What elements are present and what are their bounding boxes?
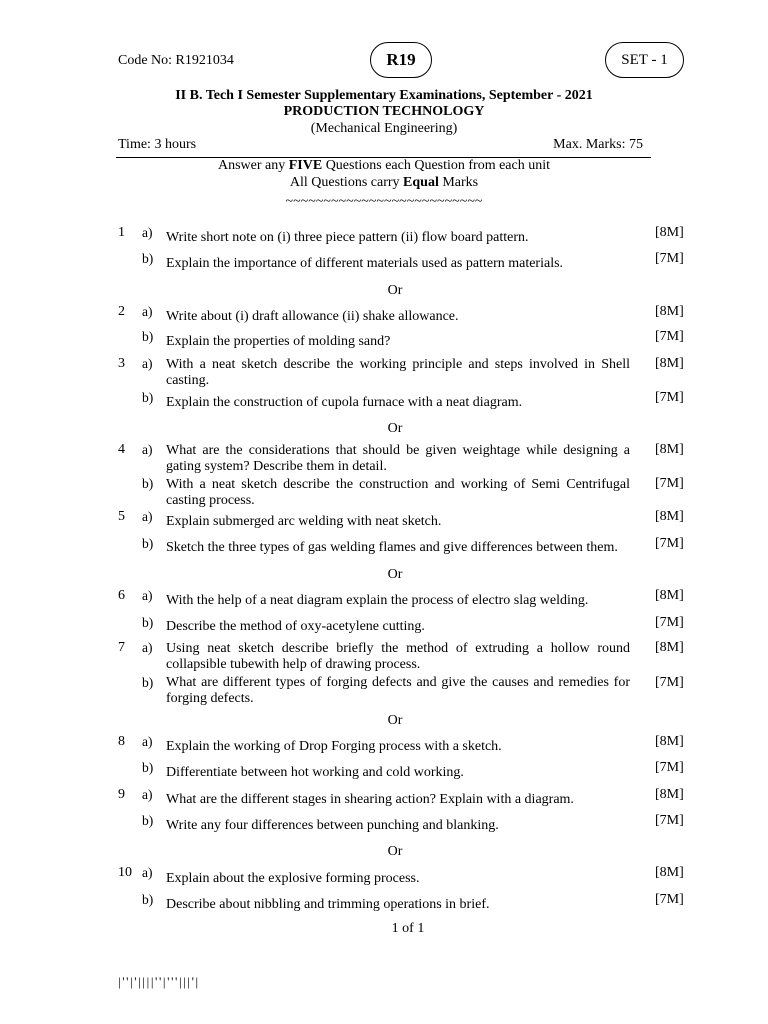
question-text: Describe about nibbling and trimming operations in brief. (166, 897, 490, 912)
or-separator: Or (387, 713, 403, 728)
marks: [8M] (655, 304, 684, 319)
question-number: 9 (118, 787, 125, 802)
barcode-text: |''|'||||''|'''|||'| (118, 974, 200, 989)
question-text: Explain the importance of different materials used as pattern materials. (166, 256, 564, 271)
instruction-1-post: Questions each Question from each unit (322, 158, 551, 173)
question-text: With a neat sketch describe the construction and working of Semi Centrifugal casting process. (166, 477, 630, 508)
part-label: a) (142, 640, 153, 655)
question-text: Explain about the explosive forming process. (166, 871, 420, 886)
question-number: 3 (118, 356, 125, 371)
part-label: a) (142, 509, 153, 524)
question-text: What are different types of forging defects and give the causes and remedies for forging defects. (166, 675, 630, 706)
set-badge (605, 42, 684, 78)
instruction-1-bold: FIVE (288, 158, 323, 173)
part-label: a) (142, 356, 153, 371)
instruction-1-pre: Answer any (217, 158, 289, 173)
question-7b (0, 675, 768, 709)
part-label: b) (142, 251, 154, 266)
part-label: a) (142, 304, 153, 319)
marks: [7M] (655, 476, 684, 491)
marks: [8M] (655, 787, 684, 802)
marks: [7M] (655, 329, 684, 344)
question-text: Using neat sketch describe briefly the method of extruding a hollow round collapsible tubewith help of drawing process. (166, 641, 630, 672)
question-9b (0, 813, 768, 847)
code-number: Code No: R1921034 (118, 53, 234, 68)
set-text: SET - 1 (621, 52, 668, 68)
tilde-separator: ~~~~~~~~~~~~~~~~~~~~~~~~~~ (285, 194, 483, 209)
question-3a (0, 356, 768, 390)
part-label: b) (142, 329, 154, 344)
part-label: b) (142, 476, 154, 491)
part-label: b) (142, 615, 154, 630)
or-separator: Or (387, 844, 403, 859)
part-label: a) (142, 734, 153, 749)
marks: [8M] (655, 442, 684, 457)
instruction-2-bold: Equal (403, 175, 439, 190)
question-text: What are the different stages in shearing action? Explain with a diagram. (166, 792, 574, 807)
question-number: 8 (118, 734, 125, 749)
question-text: Differentiate between hot working and cold working. (166, 765, 464, 780)
part-label: b) (142, 813, 154, 828)
question-number: 5 (118, 509, 125, 524)
marks: [8M] (655, 588, 684, 603)
marks: [7M] (655, 390, 684, 405)
part-label: a) (142, 865, 153, 880)
or-separator: Or (387, 421, 403, 436)
question-text: With the help of a neat diagram explain the process of electro slag welding. (166, 593, 589, 608)
question-text: Write any four differences between punching and blanking. (166, 818, 499, 833)
marks: [7M] (655, 536, 684, 551)
part-label: b) (142, 892, 154, 907)
question-3b (0, 390, 768, 424)
question-text: What are the considerations that should be given weightage while designing a gating system? Describe them in detail. (166, 443, 630, 474)
question-text: Explain the properties of molding sand? (166, 334, 391, 349)
regulation-badge (370, 42, 432, 78)
instruction-line-1 (0, 158, 768, 174)
marks: [7M] (655, 675, 684, 690)
question-4b (0, 476, 768, 510)
marks: [8M] (655, 734, 684, 749)
instruction-2-post: Marks (438, 175, 479, 190)
part-label: b) (142, 675, 154, 690)
instruction-2-pre: All Questions carry (289, 175, 404, 190)
marks: [7M] (655, 760, 684, 775)
question-text: Explain the construction of cupola furnace with a neat diagram. (166, 395, 523, 410)
question-text: Describe the method of oxy-acetylene cutting. (166, 619, 425, 634)
part-label: b) (142, 390, 154, 405)
marks: [7M] (655, 251, 684, 266)
or-separator: Or (387, 567, 403, 582)
subject-title: PRODUCTION TECHNOLOGY (283, 104, 485, 119)
question-number: 7 (118, 640, 125, 655)
marks: [7M] (655, 615, 684, 630)
question-number: 10 (118, 865, 132, 880)
question-7a (0, 640, 768, 674)
marks: [8M] (655, 356, 684, 371)
marks: [7M] (655, 813, 684, 828)
max-marks: Max. Marks: 75 (553, 137, 643, 152)
instruction-line-2 (0, 175, 768, 191)
question-text: With a neat sketch describe the working principle and steps involved in Shell casting. (166, 357, 630, 388)
part-label: b) (142, 536, 154, 551)
page-number: 1 of 1 (391, 921, 425, 936)
marks: [8M] (655, 509, 684, 524)
part-label: b) (142, 760, 154, 775)
marks: [7M] (655, 892, 684, 907)
question-text: Write short note on (i) three piece pattern (ii) flow board pattern. (166, 230, 529, 245)
exam-duration: Time: 3 hours (118, 137, 197, 152)
marks: [8M] (655, 225, 684, 240)
question-number: 4 (118, 442, 125, 457)
marks: [8M] (655, 640, 684, 655)
or-separator: Or (387, 283, 403, 298)
question-5b (0, 536, 768, 570)
question-10b (0, 892, 768, 926)
marks: [8M] (655, 865, 684, 880)
part-label: a) (142, 787, 153, 802)
part-label: a) (142, 225, 153, 240)
exam-title: II B. Tech I Semester Supplementary Examinations, September - 2021 (175, 88, 593, 103)
part-label: a) (142, 588, 153, 603)
regulation-text: R19 (386, 50, 416, 69)
question-text: Sketch the three types of gas welding flames and give differences between them. (166, 540, 618, 555)
branch-name: (Mechanical Engineering) (310, 121, 458, 136)
question-number: 6 (118, 588, 125, 603)
question-text: Explain submerged arc welding with neat sketch. (166, 514, 442, 529)
question-4a (0, 442, 768, 476)
question-text: Explain the working of Drop Forging process with a sketch. (166, 739, 502, 754)
question-number: 1 (118, 225, 125, 240)
part-label: a) (142, 442, 153, 457)
question-text: Write about (i) draft allowance (ii) shake allowance. (166, 309, 459, 324)
question-1b (0, 251, 768, 285)
question-number: 2 (118, 304, 125, 319)
